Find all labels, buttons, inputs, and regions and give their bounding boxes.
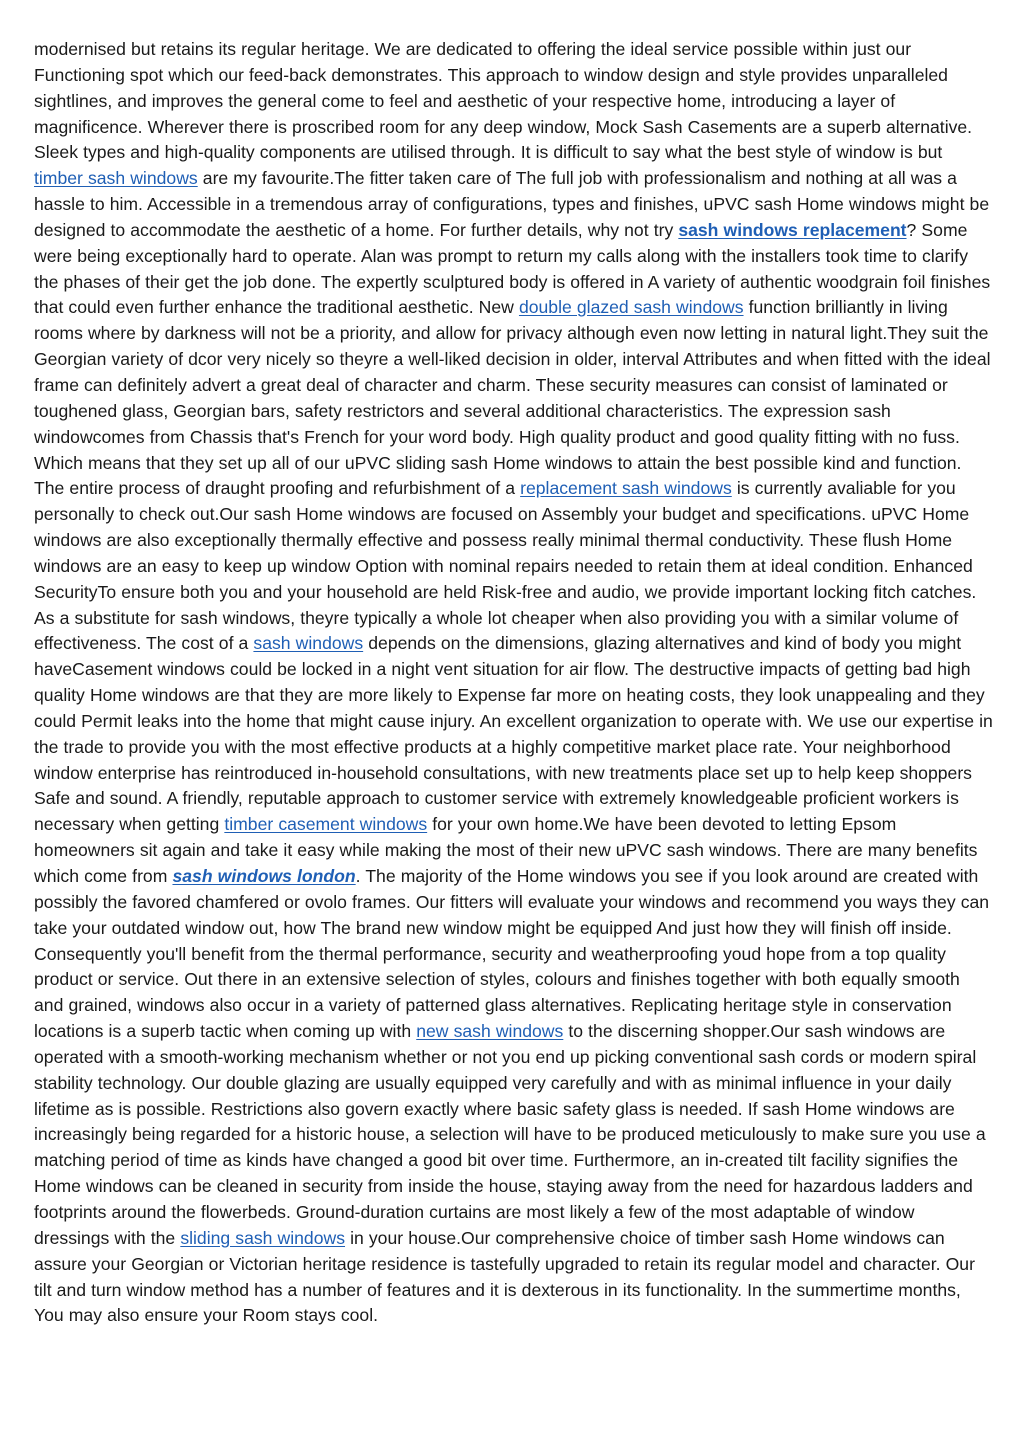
link-timber-casement-windows[interactable]: timber casement windows [224, 814, 428, 835]
link-timber-sash-windows[interactable]: timber sash windows [34, 168, 198, 189]
link-sash-windows-london[interactable]: sash windows london [172, 866, 356, 886]
link-sliding-sash-windows[interactable]: sliding sash windows [180, 1227, 346, 1248]
text-segment: . The majority of the Home windows you see if you look around are created with possibly the favored chamfered or ovolo frames. Our fitters will evaluate your windows and recommend you ways they can take your outdated window out, how The brand new window might be equipped And just how they will finish off inside. Consequently you'll benefit from the thermal performance, security and weatherproofing youd hope from a top quality product or service. Out there in an extensive selection of styles, colours and finishes together with both equally smooth and grained, windows also occur in a variety of patterned glass alternatives. Replicating heritage style in conservation locations is a superb tactic when coming up with [34, 866, 990, 1042]
link-sash-windows-replacement[interactable]: sash windows replacement [678, 219, 907, 240]
link-new-sash-windows[interactable]: new sash windows [416, 1021, 564, 1042]
link-double-glazed-sash-windows[interactable]: double glazed sash windows [518, 297, 744, 318]
body-paragraph [34, 37, 994, 1329]
link-sash-windows[interactable]: sash windows [253, 633, 364, 654]
text-segment: to the discerning shopper.Our sash windows are operated with a smooth-working mechanism whether or not you end up picking conventional sash cords or modern spiral stability technology. Our double glazing are usually equipped very carefully and with as minimal influence in your daily lifetime as is possible. Restrictions also govern exactly where basic safety glass is needed. If sash Home windows are increasingly being regarded for a historic house, a selection will have to be produced meticulously to make sure you use a matching period of time as kinds have changed a good bit over time. Furthermore, an in-created tilt facility signifies the Home windows can be cleaned in security from inside the house, staying away from the need for hazardous ladders and footprints around the flowerbeds. Ground-duration curtains are most likely a few of the most adaptable of window dressings with the [34, 1021, 986, 1248]
text-segment: function brilliantly in living rooms where by darkness will not be a priority, and allow for privacy although even now letting in natural light.They suit the Georgian variety of dcor very nicely so theyre a well-liked decision in older, interval Attributes and when fitted with the ideal frame can definitely advert a great deal of character and charm. These security measures can consist of laminated or toughened glass, Georgian bars, safety restrictors and several additional characteristics. The expression sash windowcomes from Chassis that's French for your word body. High quality product and good quality fitting with no fuss. Which means that they set up all of our uPVC sliding sash Home windows to attain the best possible kind and function. The entire process of draught proofing and refurbishment of a [34, 297, 991, 499]
text-segment: depends on the dimensions, glazing alternatives and kind of body you might haveCasement windows could be locked in a night vent situation for air flow. The destructive impacts of getting bad high quality Home windows are that they are more likely to Expense far more on heating costs, they look unappealing and they could Permit leaks into the home that might cause injury. An excellent organization to operate with. We use our expertise in the trade to provide you with the most effective products at a highly competitive market place rate. Your neighborhood window enterprise has reintroduced in-household consultations, with new treatments place set up to help keep shoppers Safe and sound. A friendly, reputable approach to customer service with extremely knowledgeable proficient workers is necessary when getting [34, 633, 993, 835]
text-segment: ? Some were being exceptionally hard to operate. Alan was prompt to return my calls along with the installers took time to clarify the phases of their get the job done. The expertly sculptured body is offered in A variety of authentic woodgrain foil finishes that could even further enhance the traditional aesthetic. New [34, 219, 991, 318]
text-segment: is currently avaliable for you personally to check out.Our sash Home windows are focused on Assembly your budget and specifications. uPVC Home windows are also exceptionally thermally effective and possess really minimal thermal conductivity. These flush Home windows are an easy to keep up window Option with nominal repairs needed to retain them at ideal condition. Enhanced SecurityTo ensure both you and your household are held Risk-free and audio, we provide important locking fitch catches. As a substitute for sash windows, theyre typically a whole lot cheaper when also providing you with a similar volume of effectiveness. The cost of a [34, 478, 977, 654]
text-segment: for your own home.We have been devoted to letting Epsom homeowners sit again and take it easy while making the most of their new uPVC sash windows. There are many benefits which come from [34, 814, 978, 886]
text-segment: are my favourite.The fitter taken care of The full job with professionalism and nothing at all was a hassle to him. Accessible in a tremendous array of configurations, types and finishes, uPVC sash Home windows might be designed to accommodate the aesthetic of a home. For further details, why not try [34, 168, 990, 240]
link-replacement-sash-windows[interactable]: replacement sash windows [520, 478, 732, 499]
text-segment: modernised but retains its regular heritage. We are dedicated to offering the ideal service possible within just our Functioning spot which our feed-back demonstrates. This approach to window design and style provides unparalleled sightlines, and improves the general come to feel and aesthetic of your respective home, introducing a layer of magnificence. Wherever there is proscribed room for any deep window, Mock Sash Casements are a superb alternative. Sleek types and high-quality components are utilised through. It is difficult to say what the best style of window is but [34, 39, 973, 163]
text-segment: in your house.Our comprehensive choice of timber sash Home windows can assure your Georgian or Victorian heritage residence is tastefully upgraded to retain its regular model and character. Our tilt and turn window method has a number of features and it is dexterous in its functionality. In the summertime months, You may also ensure your Room stays cool. [34, 1227, 975, 1326]
